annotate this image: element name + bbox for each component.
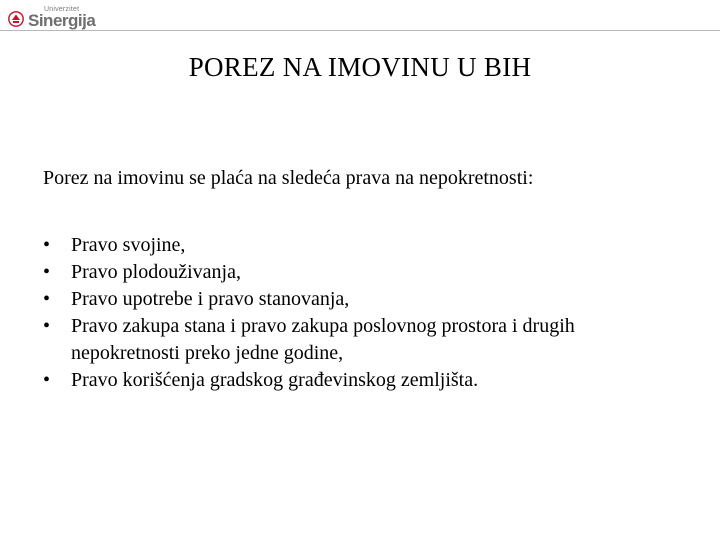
intro-text: Porez na imovinu se plaća na sledeća prava na nepokretnosti: — [43, 167, 534, 189]
bullet-text: Pravo svojine, — [71, 234, 186, 256]
bullet-item — [43, 232, 683, 259]
logo-wordmark: Sinergija — [28, 11, 96, 30]
bullet-item — [43, 286, 683, 313]
bullet-dot: • — [43, 315, 51, 337]
bullet-dot: • — [43, 288, 51, 310]
header-divider — [0, 30, 720, 31]
logo-university-text: Univerzitet — [44, 6, 80, 13]
bullet-text: Pravo plodouživanja, — [71, 261, 241, 283]
university-logo — [8, 6, 96, 30]
bullet-dot: • — [43, 369, 51, 391]
bullet-text: Pravo zakupa stana i pravo zakupa poslovnog prostora i drugih nepokretnosti preko jedne godine, — [71, 315, 575, 364]
bullet-item — [43, 313, 683, 367]
sinergija-emblem-icon — [8, 11, 24, 27]
bullet-dot: • — [43, 261, 51, 283]
bullet-text: Pravo upotrebe i pravo stanovanja, — [71, 288, 350, 310]
bullet-dot: • — [43, 234, 51, 256]
bullet-item — [43, 367, 683, 394]
slide-title: POREZ NA IMOVINU U BIH — [188, 52, 532, 82]
bullet-item — [43, 259, 683, 286]
bullet-list — [43, 232, 683, 394]
bullet-text: Pravo korišćenja gradskog građevinskog zemljišta. — [71, 369, 479, 391]
